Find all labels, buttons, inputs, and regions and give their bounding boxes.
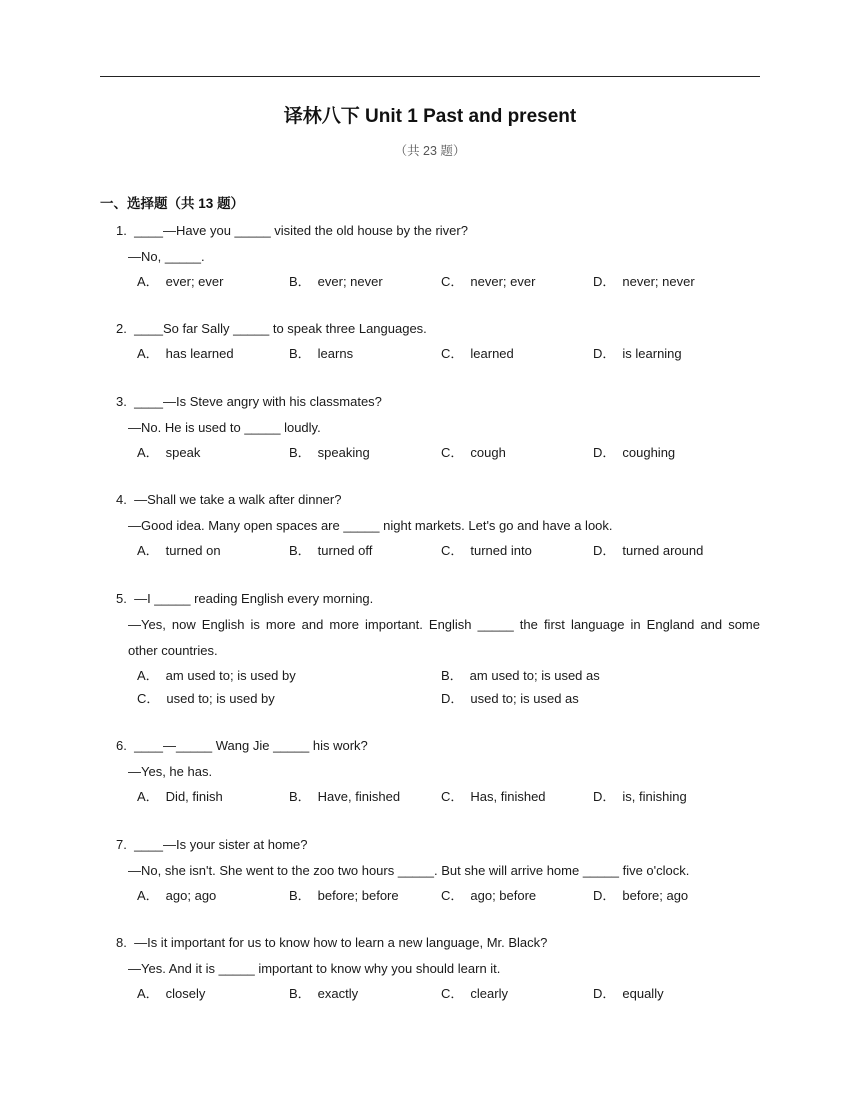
question-number: 8.: [116, 935, 127, 950]
question-number: 5.: [116, 591, 127, 606]
option-d[interactable]: D． equally: [593, 986, 664, 1001]
question-stem: [116, 321, 427, 337]
option-d[interactable]: D． before; ago: [593, 888, 689, 903]
option-c[interactable]: C． Has, finished: [441, 789, 546, 804]
section-heading: [100, 192, 244, 212]
question-continuation: —Yes, now English is more and more important. English _____ the first language in England and some: [128, 617, 760, 632]
option-b[interactable]: B． Have, finished: [289, 789, 401, 804]
section-count: 13: [198, 196, 214, 211]
question-continuation: —Yes. And it is _____ important to know why you should learn it.: [128, 961, 501, 976]
option-d[interactable]: D． coughing: [593, 445, 676, 460]
option-c[interactable]: C． used to; is used by: [137, 691, 275, 706]
question-continuation: —Yes, he has.: [128, 764, 213, 779]
option-d[interactable]: D． used to; is used as: [441, 691, 579, 706]
question-number: 4.: [116, 492, 127, 507]
option-a[interactable]: A． has learned: [137, 346, 234, 361]
option-c[interactable]: C． turned into: [441, 543, 532, 558]
option-b[interactable]: B． am used to; is used as: [441, 668, 600, 683]
option-b[interactable]: B． speaking: [289, 445, 370, 460]
question-text: ____—Is Steve angry with his classmates?: [134, 394, 382, 409]
question-stem: [116, 837, 308, 853]
option-d[interactable]: D． is, finishing: [593, 789, 687, 804]
option-a[interactable]: A． speak: [137, 445, 201, 460]
question-continuation: —No. He is used to _____ loudly.: [128, 420, 321, 435]
question-stem: [116, 738, 368, 754]
question-text: ____—Is your sister at home?: [134, 837, 308, 852]
question-count-subtitle: （共 23 题）: [394, 144, 466, 158]
question-stem: [116, 223, 468, 239]
header-rule: [100, 76, 760, 77]
question-stem: [116, 935, 547, 951]
question-text: —Shall we take a walk after dinner?: [134, 492, 342, 507]
option-a[interactable]: A． turned on: [137, 543, 221, 558]
question-text: ____—_____ Wang Jie _____ his work?: [134, 738, 368, 753]
question-stem: [116, 591, 373, 607]
option-c[interactable]: C． clearly: [441, 986, 508, 1001]
question-continuation: —Good idea. Many open spaces are _____ night markets. Let's go and have a look.: [128, 518, 613, 533]
question-number: 7.: [116, 837, 127, 852]
option-d[interactable]: D． is learning: [593, 346, 682, 361]
question-continuation: —No, she isn't. She went to the zoo two hours _____. But she will arrive home _____ five o'clock.: [128, 863, 690, 878]
section-label: 一、选择题（共: [100, 196, 195, 211]
question-continuation: —No, _____.: [128, 249, 205, 264]
option-a[interactable]: A． ever; ever: [137, 274, 224, 289]
question-number: 1.: [116, 223, 127, 238]
option-a[interactable]: A． closely: [137, 986, 206, 1001]
option-c[interactable]: C． learned: [441, 346, 514, 361]
question-stem: [116, 394, 382, 410]
option-d[interactable]: D． never; never: [593, 274, 695, 289]
question-number: 3.: [116, 394, 127, 409]
option-a[interactable]: A． am used to; is used by: [137, 668, 296, 683]
page-title: 译林八下 Unit 1 Past and present: [283, 106, 577, 127]
question-number: 6.: [116, 738, 127, 753]
option-c[interactable]: C． never; ever: [441, 274, 536, 289]
question-text: ____—Have you _____ visited the old house by the river?: [134, 223, 468, 238]
option-b[interactable]: B． ever; never: [289, 274, 383, 289]
question-text: —Is it important for us to know how to learn a new language, Mr. Black?: [134, 935, 548, 950]
option-c[interactable]: C． cough: [441, 445, 506, 460]
option-b[interactable]: B． exactly: [289, 986, 359, 1001]
section-suffix: 题）: [217, 196, 245, 211]
option-b[interactable]: B． turned off: [289, 543, 373, 558]
option-d[interactable]: D． turned around: [593, 543, 704, 558]
option-c[interactable]: C． ago; before: [441, 888, 537, 903]
question-number: 2.: [116, 321, 127, 336]
option-a[interactable]: A． Did, finish: [137, 789, 223, 804]
question-continuation-2: other countries.: [128, 643, 218, 658]
question-text: —I _____ reading English every morning.: [134, 591, 374, 606]
question-stem: [116, 492, 341, 508]
option-b[interactable]: B． learns: [289, 346, 354, 361]
option-a[interactable]: A． ago; ago: [137, 888, 217, 903]
option-b[interactable]: B． before; before: [289, 888, 399, 903]
question-text: ____So far Sally _____ to speak three Languages.: [134, 321, 427, 336]
